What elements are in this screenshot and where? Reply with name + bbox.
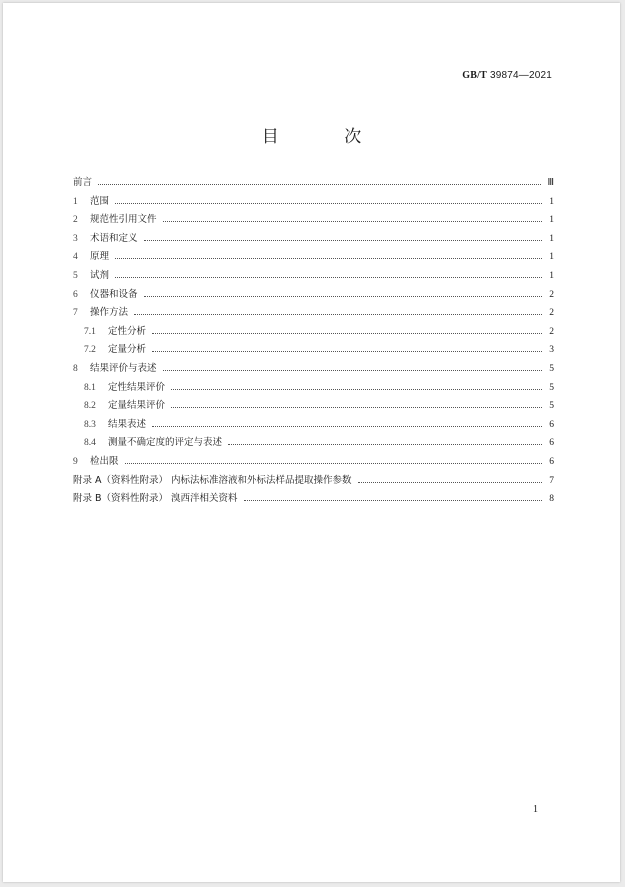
toc-entry-number: 6	[73, 289, 78, 300]
toc-entry[interactable]	[73, 230, 554, 249]
toc-entry-page: 1	[549, 270, 554, 281]
toc-entry-label: 附录 B（资料性附录） 溴西泮相关资料	[73, 493, 238, 505]
toc-leader-dots	[115, 277, 542, 278]
standard-code	[462, 70, 552, 81]
toc-leader-dots	[125, 463, 542, 464]
toc-leader-dots	[152, 351, 542, 352]
toc-entry-label: 检出限	[90, 455, 119, 467]
toc-entry-page: 7	[549, 475, 554, 486]
toc-leader-dots	[171, 389, 542, 390]
toc-entry-number: 7	[73, 308, 78, 319]
document-page	[3, 3, 620, 882]
toc-entry-page: 3	[549, 345, 554, 356]
toc-leader-dots	[115, 258, 542, 259]
page-number: 1	[533, 804, 538, 815]
toc-entry[interactable]	[73, 248, 554, 267]
table-of-contents	[73, 174, 554, 509]
toc-leader-dots	[144, 296, 542, 297]
toc-entry-page: 6	[549, 438, 554, 449]
toc-leader-dots	[163, 221, 542, 222]
toc-leader-dots	[244, 500, 542, 501]
toc-subentry[interactable]	[73, 379, 554, 398]
toc-entry-page: 2	[549, 308, 554, 319]
toc-subentry[interactable]	[73, 341, 554, 360]
toc-title: 目 次	[261, 127, 392, 147]
toc-entry-page: Ⅲ	[547, 178, 554, 188]
toc-entry-number: 8.2	[84, 401, 96, 412]
toc-leader-dots	[171, 407, 542, 408]
toc-entry-number: 7.2	[84, 345, 96, 356]
toc-entry-label: 结果评价与表述	[90, 362, 157, 374]
toc-entry-page: 1	[549, 252, 554, 263]
toc-entry-page: 5	[549, 382, 554, 393]
standard-number: 39874—2021	[489, 70, 552, 81]
toc-entry-label: 定性分析	[108, 325, 147, 337]
toc-entry-label: 术语和定义	[90, 232, 138, 244]
toc-entry-label: 操作方法	[90, 307, 129, 319]
toc-entry-label: 定性结果评价	[108, 381, 166, 393]
toc-entry[interactable]	[73, 286, 554, 305]
toc-entry[interactable]	[73, 193, 554, 212]
toc-entry-page: 1	[549, 196, 554, 207]
toc-entry-page: 1	[549, 215, 554, 226]
toc-subentry[interactable]	[73, 397, 554, 416]
toc-leader-dots	[134, 314, 542, 315]
toc-subentry[interactable]	[73, 323, 554, 342]
toc-entry-label: 规范性引用文件	[90, 214, 157, 226]
toc-leader-dots	[115, 203, 542, 204]
toc-entry-label: 定量结果评价	[108, 400, 166, 412]
toc-entry[interactable]	[73, 360, 554, 379]
toc-entry-number: 1	[73, 196, 78, 207]
toc-entry-label: 试剂	[90, 269, 110, 281]
toc-entry-label: 前言	[73, 177, 93, 188]
toc-entry-number: 7.1	[84, 326, 96, 337]
toc-entry-page: 6	[549, 419, 554, 430]
toc-entry-label: 结果表述	[108, 418, 147, 430]
toc-entry[interactable]	[73, 472, 554, 491]
toc-entry-page: 8	[549, 494, 554, 505]
toc-entry-page: 2	[549, 289, 554, 300]
toc-entry-page: 5	[549, 401, 554, 412]
toc-entry[interactable]	[73, 453, 554, 472]
toc-entry-number: 4	[73, 252, 78, 263]
toc-subentry[interactable]	[73, 416, 554, 435]
toc-leader-dots	[228, 444, 542, 445]
toc-entry-label: 仪器和设备	[90, 288, 138, 300]
toc-entry[interactable]	[73, 304, 554, 323]
toc-entry-label: 范围	[90, 195, 110, 207]
standard-prefix: GB/T	[462, 70, 487, 81]
toc-entry[interactable]	[73, 490, 554, 509]
toc-entry-number: 5	[73, 270, 78, 281]
toc-entry[interactable]	[73, 267, 554, 286]
toc-entry-number: 9	[73, 456, 78, 467]
toc-entry-label: 原理	[90, 251, 110, 263]
toc-entry[interactable]	[73, 211, 554, 230]
toc-entry-number: 8.3	[84, 419, 96, 430]
toc-entry-page: 6	[549, 456, 554, 467]
toc-entry-number: 8	[73, 363, 78, 374]
toc-entry-number: 2	[73, 215, 78, 226]
toc-leader-dots	[358, 482, 542, 483]
toc-leader-dots	[98, 184, 541, 185]
toc-leader-dots	[144, 240, 542, 241]
toc-entry-number: 8.1	[84, 382, 96, 393]
toc-entry-page: 5	[549, 363, 554, 374]
toc-entry-number: 3	[73, 233, 78, 244]
toc-entry[interactable]	[73, 174, 554, 193]
toc-entry-page: 1	[549, 233, 554, 244]
toc-subentry[interactable]	[73, 434, 554, 453]
toc-entry-label: 测量不确定度的评定与表述	[108, 437, 223, 449]
toc-leader-dots	[152, 333, 542, 334]
toc-entry-number: 8.4	[84, 438, 96, 449]
toc-leader-dots	[152, 426, 542, 427]
toc-entry-label: 附录 A（资料性附录） 内标法标准溶液和外标法样品提取操作参数	[73, 474, 352, 486]
toc-leader-dots	[163, 370, 542, 371]
toc-entry-page: 2	[549, 326, 554, 337]
toc-entry-label: 定量分析	[108, 344, 147, 356]
